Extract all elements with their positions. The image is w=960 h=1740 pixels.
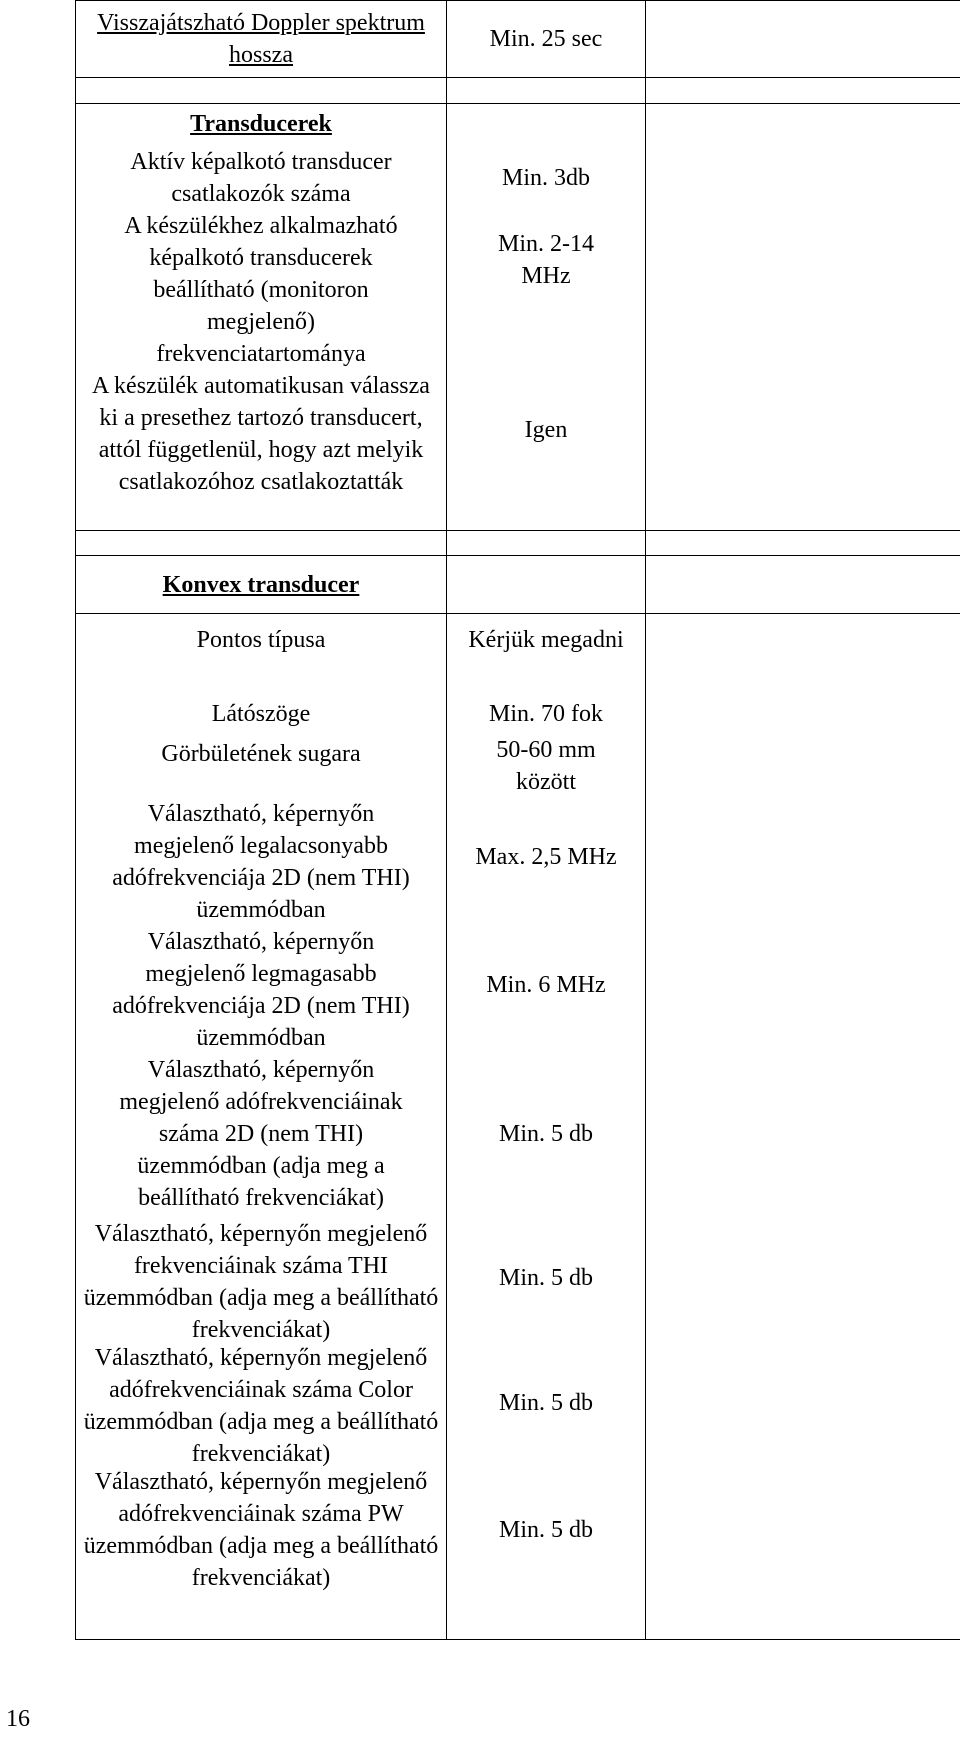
count-pw-value: Min. 5 db [498, 1517, 593, 1543]
doppler-value: Min. 25 sec [489, 26, 603, 52]
fov-label: Látószöge [211, 701, 311, 727]
count-thi-label: Választható, képernyőn megjelenő frekvenciáinak száma THI üzemmódban (adja meg a beállítható frekvenciákat) [83, 1221, 439, 1343]
type-value: Kérjük megadni [468, 627, 624, 653]
convex-label-cell [76, 614, 447, 1640]
offer-cell [646, 1, 960, 78]
count-thi-value: Min. 5 db [498, 1265, 593, 1291]
transducers-heading: Transducerek [190, 111, 332, 137]
count-2d-label: Választható, képernyőn megjelenő adófrekvenciáinak száma 2D (nem THI) üzemmódban (adja meg a beállítható frekvenciákat) [119, 1057, 403, 1211]
convex-heading: Konvex transducer [162, 571, 360, 598]
count-color-label: Választható, képernyőn megjelenő adófrekvenciáinak száma Color üzemmódban (adja meg a beállítható frekvenciákat) [83, 1345, 439, 1467]
spacer-cell [447, 78, 646, 104]
offer-cell [646, 556, 960, 614]
convex-heading-cell [76, 556, 447, 614]
spacer-cell [447, 556, 646, 614]
spec-table [75, 0, 960, 1640]
lowest-frequency-label: Választható, képernyőn megjelenő legalacsonyabb adófrekvenciája 2D (nem THI) üzemmódban [112, 801, 410, 923]
spec-value-cell [447, 1, 646, 78]
spacer-cell [447, 531, 646, 556]
table-row [76, 614, 960, 1640]
highest-frequency-label: Választható, képernyőn megjelenő legmagasabb adófrekvenciája 2D (nem THI) üzemmódban [112, 929, 410, 1051]
count-2d-value: Min. 5 db [498, 1121, 593, 1147]
table-row [76, 104, 960, 531]
table-row [76, 556, 960, 614]
spacer-cell [646, 78, 960, 104]
table-row [76, 78, 960, 104]
page-number: 16 [6, 1706, 30, 1732]
frequency-range-value: Min. 2-14 MHz [498, 231, 594, 289]
active-connectors-value: Min. 3db [501, 165, 590, 191]
fov-value: Min. 70 fok [489, 701, 603, 727]
table-row [76, 1, 960, 78]
spec-table-container [75, 0, 960, 1640]
radius-label: Görbületének sugara [161, 741, 361, 767]
auto-select-value: Igen [524, 417, 568, 443]
type-label: Pontos típusa [196, 627, 326, 653]
offer-cell [646, 104, 960, 531]
doppler-label: Visszajátszható Doppler spektrum hossza [97, 10, 425, 68]
transducers-value-cell [447, 104, 646, 531]
active-connectors-label: Aktív képalkotó transducer csatlakozók száma [130, 149, 392, 207]
spec-label-cell [76, 1, 447, 78]
spacer-cell [646, 531, 960, 556]
transducers-label-cell [76, 104, 447, 531]
convex-value-cell [447, 614, 646, 1640]
count-color-value: Min. 5 db [498, 1390, 593, 1416]
frequency-range-label: A készülékhez alkalmazható képalkotó transducerek beállítható (monitoron megjelenő) frekvenciatartománya [124, 213, 398, 367]
spacer-cell [76, 78, 447, 104]
auto-select-label: A készülék automatikusan válassza ki a presethez tartozó transducert, attól függetlenül, hogy azt melyik csatlakozóhoz csatlakoztatták [92, 373, 430, 495]
table-row [76, 531, 960, 556]
lowest-frequency-value: Max. 2,5 MHz [475, 844, 617, 870]
offer-cell [646, 614, 960, 1640]
spacer-cell [76, 531, 447, 556]
count-pw-label: Választható, képernyőn megjelenő adófrekvenciáinak száma PW üzemmódban (adja meg a beállítható frekvenciákat) [83, 1469, 439, 1591]
radius-value: 50-60 mm között [496, 737, 596, 795]
highest-frequency-value: Min. 6 MHz [486, 972, 606, 998]
